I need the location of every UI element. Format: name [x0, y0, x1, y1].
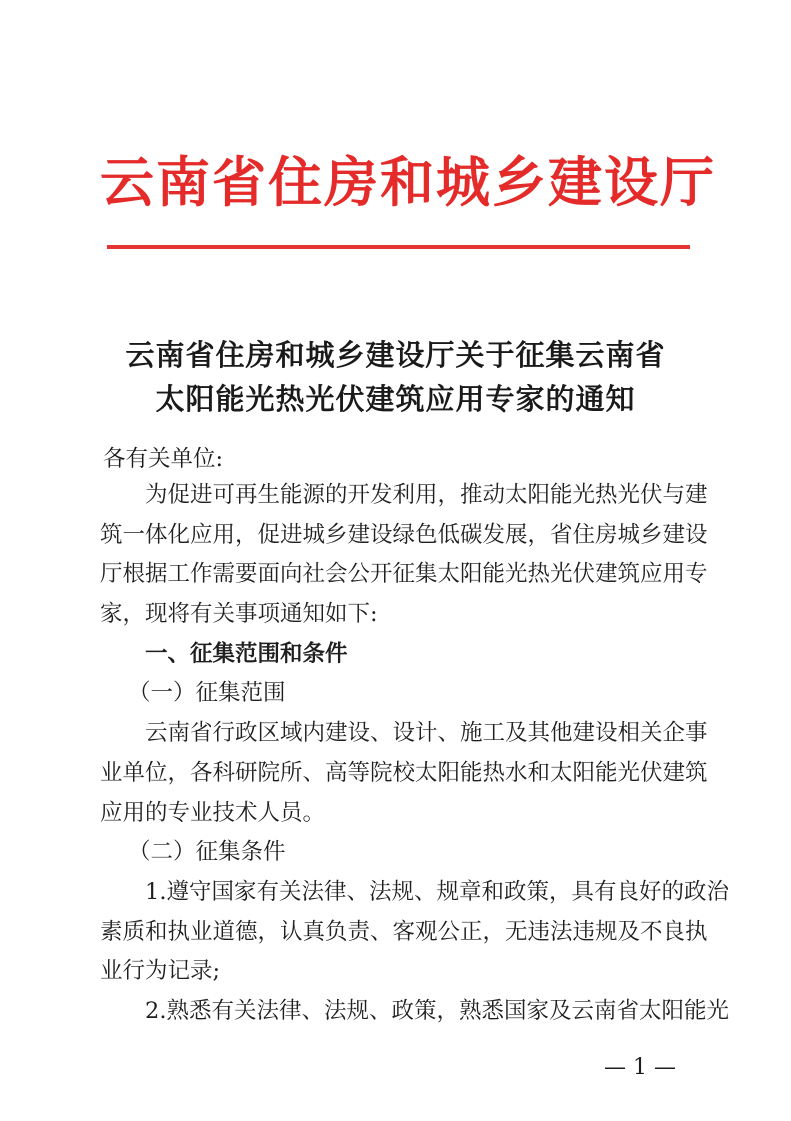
- letterhead-red-rule: [107, 245, 690, 249]
- intro-line: 家，现将有关事项通知如下:: [100, 601, 378, 628]
- intro-line: 筑一体化应用，促进城乡建设绿色低碳发展，省住房城乡建设: [100, 521, 708, 548]
- section-heading-1: 一、征集范围和条件: [145, 640, 348, 667]
- scope-line: 云南省行政区域内建设、设计、施工及其他建设相关企事: [145, 720, 708, 747]
- condition-1-line: 业行为记录;: [100, 958, 221, 985]
- condition-1-line: 素质和执业道德，认真负责、客观公正，无违法违规及不良执: [100, 918, 708, 945]
- subsection-heading-1: （一）征集范围: [128, 680, 286, 707]
- notice-title-line-1: 云南省住房和城乡建设厅关于征集云南省: [125, 338, 666, 372]
- intro-line: 厅根据工作需要面向社会公开征集太阳能光热光伏建筑应用专: [100, 561, 708, 588]
- notice-title-line-2: 太阳能光热光伏建筑应用专家的通知: [155, 382, 636, 416]
- intro-line: 为促进可再生能源的开发利用，推动太阳能光热光伏与建: [145, 482, 708, 508]
- letterhead-title: 云南省住房和城乡建设厅: [100, 150, 716, 214]
- subsection-heading-2: （二）征集条件: [128, 839, 286, 866]
- scope-line: 应用的专业技术人员。: [100, 799, 326, 826]
- condition-2-line: 2.熟悉有关法律、法规、政策，熟悉国家及云南省太阳能光: [145, 997, 729, 1024]
- condition-1-line: 1.遵守国家有关法律、法规、规章和政策，具有良好的政治: [145, 878, 729, 905]
- page-number: — 1 —: [604, 1055, 676, 1080]
- salutation: 各有关单位:: [103, 446, 224, 472]
- scope-line: 业单位，各科研院所、高等院校太阳能热水和太阳能光伏建筑: [100, 759, 708, 786]
- body-content: [100, 476, 729, 1032]
